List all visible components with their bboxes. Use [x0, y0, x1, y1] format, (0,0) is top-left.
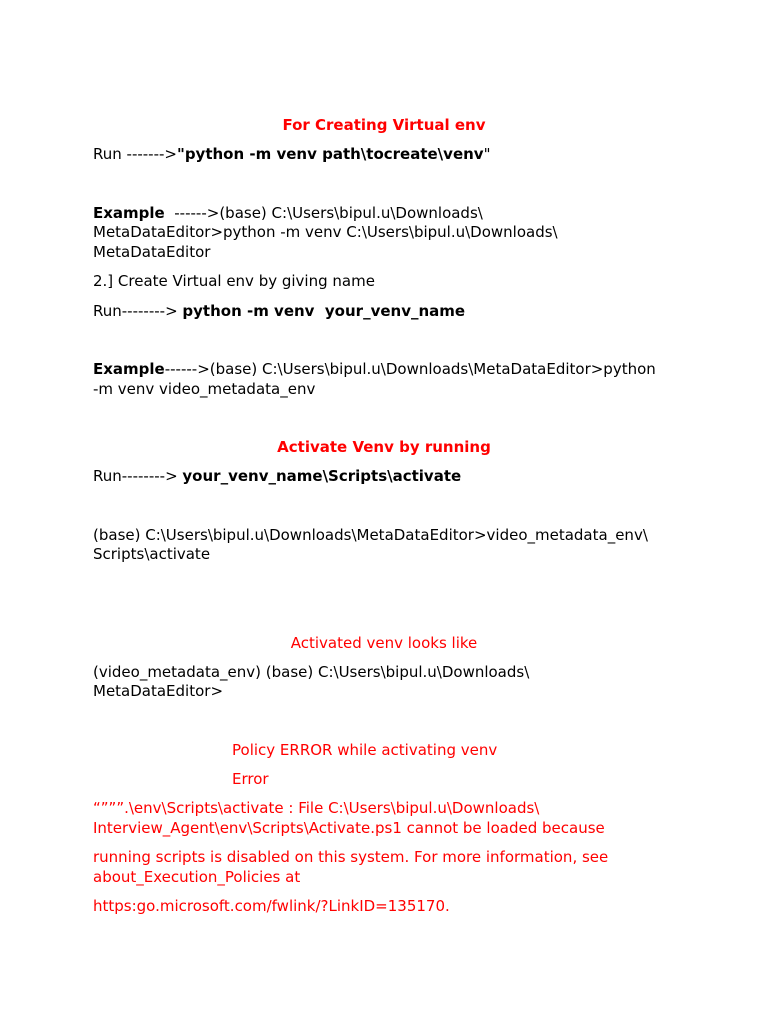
- run-activate-line: [93, 467, 693, 487]
- activate-command: your_venv_name\Scripts\activate: [182, 467, 462, 485]
- run-prefix: Run-------->: [93, 302, 183, 320]
- example2-text: ------>(base) C:\Users\bipul.u\Downloads\MetaDataEditor>python: [164, 360, 656, 378]
- example-label: Example: [93, 360, 165, 378]
- example1-text: ------>(base) C:\Users\bipul.u\Downloads\: [164, 204, 483, 222]
- example1-line2: MetaDataEditor>python -m venv C:\Users\bipul.u\Downloads\: [93, 223, 558, 241]
- activated-venv-heading: Activated venv looks like: [290, 634, 478, 652]
- error-message-line3: running scripts is disabled on this system. For more information, see: [93, 848, 609, 866]
- example2-line: [93, 360, 693, 380]
- example1-line: [93, 204, 693, 224]
- error-message-line2: Interview_Agent\env\Scripts\Activate.ps1 cannot be loaded because: [93, 819, 605, 837]
- error-message-line4: about_Execution_Policies at: [93, 868, 301, 886]
- run-named-line: [93, 302, 693, 322]
- activate-example-line1: (base) C:\Users\bipul.u\Downloads\MetaDataEditor>video_metadata_env\: [93, 526, 648, 544]
- create-command: "python -m venv path\tocreate\venv: [177, 145, 484, 163]
- run-prefix: Run-------->: [93, 467, 183, 485]
- example1-line3: MetaDataEditor: [93, 243, 211, 261]
- error-help-link[interactable]: https:go.microsoft.com/fwlink/?LinkID=135170.: [93, 897, 450, 915]
- activate-venv-heading: Activate Venv by running: [277, 438, 491, 456]
- example2-line2: -m venv video_metadata_env: [93, 380, 316, 398]
- activated-prompt-line1: (video_metadata_env) (base) C:\Users\bipul.u\Downloads\: [93, 663, 530, 681]
- run-prefix: Run ------->: [93, 145, 177, 163]
- activate-example-line2: Scripts\activate: [93, 545, 211, 563]
- closing-quote: ": [483, 145, 491, 163]
- policy-error-heading: Policy ERROR while activating venv: [232, 741, 498, 759]
- error-message-line1: “”””.\env\Scripts\activate : File C:\Users\bipul.u\Downloads\: [93, 799, 540, 817]
- named-venv-command: python -m venv your_venv_name: [182, 302, 466, 320]
- step2-line: 2.] Create Virtual env by giving name: [93, 272, 375, 290]
- error-label: Error: [232, 770, 269, 788]
- activated-prompt-line2: MetaDataEditor>: [93, 682, 224, 700]
- create-venv-heading: For Creating Virtual env: [282, 116, 486, 134]
- example-label: Example: [93, 204, 165, 222]
- run-create-line: [93, 145, 693, 165]
